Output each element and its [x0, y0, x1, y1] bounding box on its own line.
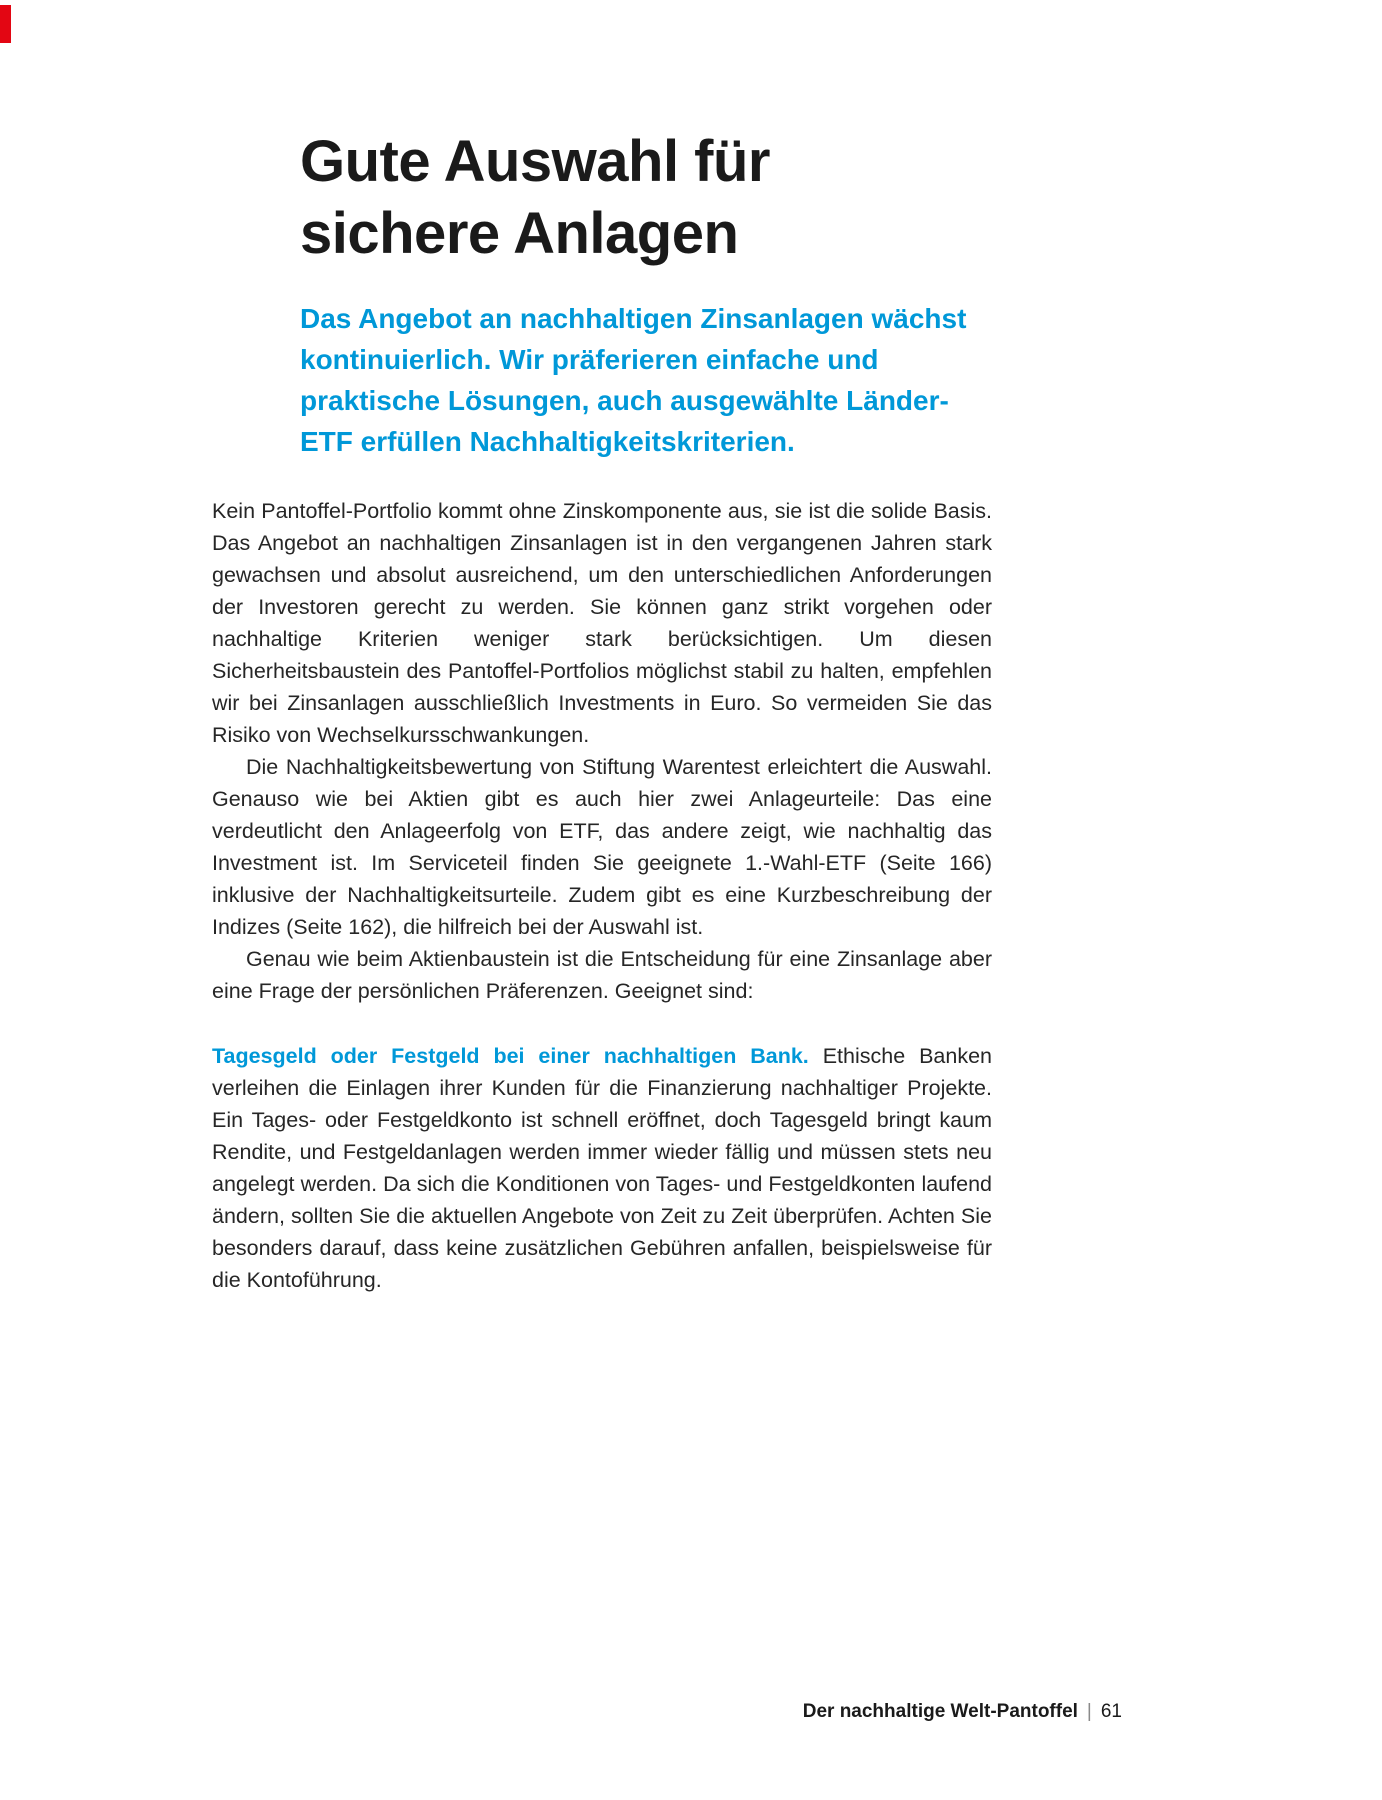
footer-separator: |	[1086, 1701, 1092, 1722]
page-title-line-2: sichere Anlagen	[300, 201, 739, 266]
footer-page-number: 61	[1100, 1701, 1122, 1722]
page-footer	[803, 1700, 1122, 1724]
topic-runin-heading: Tagesgeld oder Festgeld bei einer nachhaltigen Bank.	[212, 1044, 809, 1068]
page-title-line-1: Gute Auswahl für	[300, 129, 770, 194]
paragraph-3: Genau wie beim Aktienbaustein ist die Entscheidung für eine Zinsanlage aber eine Frage der persönlichen Präferenzen. Geeignet sind:	[212, 947, 992, 1003]
topic-text: Ethische Banken verleihen die Einlagen ihrer Kunden für die Finanzierung nachhaltiger Projekte. Ein Tages- oder Festgeldkonto ist schnell eröffnet, doch Tagesgeld bringt kaum Rendite, und Festgeldanlagen werden immer wieder fällig und müssen stets neu angelegt werden. Da sich die Konditionen von Tages- und Festgeldkonten laufend ändern, sollten Sie die aktuellen Angebote von Zeit zu Zeit überprüfen. Achten Sie besonders darauf, dass keine zusätzlichen Gebühren anfallen, beispielsweise für die Kontoführung.	[212, 1044, 992, 1292]
paragraph-2: Die Nachhaltigkeitsbewertung von Stiftung Warentest erleichtert die Auswahl. Genauso wie bei Aktien gibt es auch hier zwei Anlageurteile: Das eine verdeutlicht den Anlageerfolg von ETF, das andere zeigt, wie nachhaltig das Investment ist. Im Serviceteil finden Sie geeignete 1.-Wahl-ETF (Seite 166) inklusive der Nachhaltigkeitsurteile. Zudem gibt es eine Kurzbeschreibung der Indizes (Seite 162), die hilfreich bei der Auswahl ist.	[212, 755, 992, 939]
page-title	[300, 126, 770, 270]
lead-paragraph: Das Angebot an nachhaltigen Zinsanlagen wächst kontinuierlich. Wir präferieren einfache und praktische Lösungen, auch ausgewählte Länder-ETF erfüllen Nachhaltigkeitskriterien.	[300, 303, 967, 457]
footer-chapter-title: Der nachhaltige Welt-Pantoffel	[802, 1701, 1078, 1722]
paragraph-1: Kein Pantoffel-Portfolio kommt ohne Zinskomponente aus, sie ist die solide Basis. Das Angebot an nachhaltigen Zinsanlagen ist in den vergangenen Jahren stark gewachsen und absolut ausreichend, um den unterschiedlichen Anforderungen der Investoren gerecht zu werden. Sie können ganz strikt vorgehen oder nachhaltige Kriterien weniger stark berücksichtigen. Um diesen Sicherheitsbaustein des Pantoffel-Portfolios möglichst stabil zu halten, empfehlen wir bei Zinsanlagen ausschließlich Investments in Euro. So vermeiden Sie das Risiko von Wechselkursschwankungen.	[212, 499, 992, 747]
body-text	[212, 495, 992, 1296]
paragraph-topic	[212, 1040, 992, 1296]
page-edge-red-mark	[0, 5, 11, 43]
